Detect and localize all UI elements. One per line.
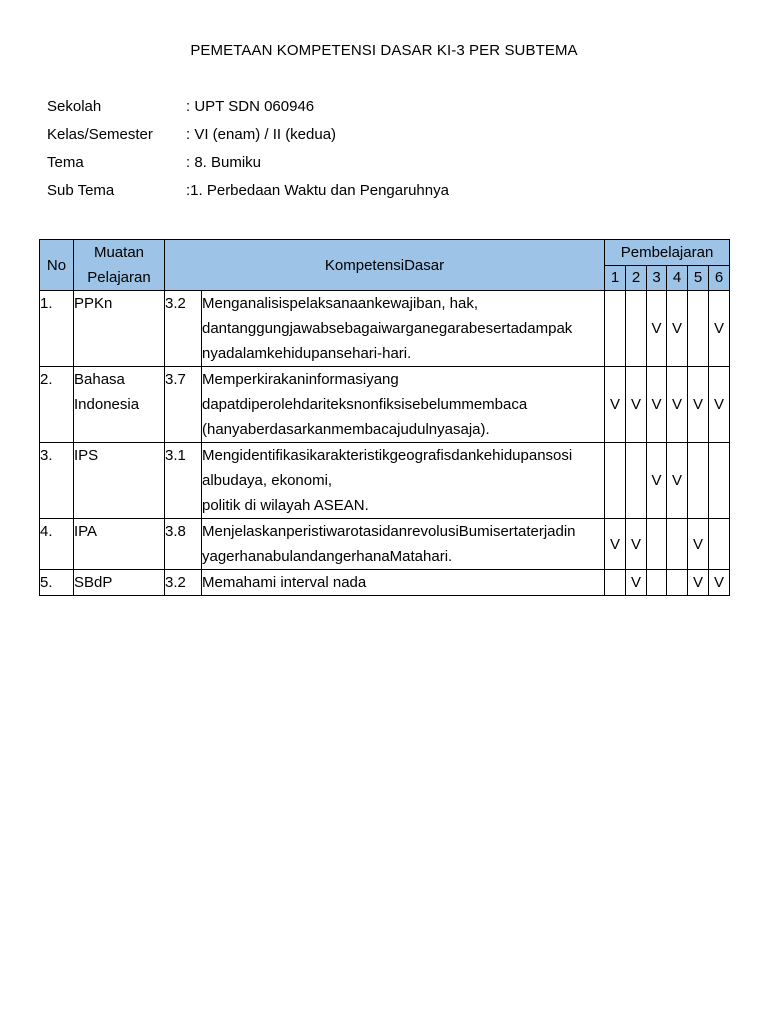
row-muatan: [74, 570, 165, 596]
check-cell: V: [688, 570, 709, 596]
check-cell: V: [688, 367, 709, 443]
check-cell: [667, 519, 688, 570]
info-row-kelas: [47, 126, 449, 154]
check-cell: [688, 291, 709, 367]
check-cell: V: [647, 367, 667, 443]
row-muatan-line: Bahasa: [74, 371, 125, 388]
row-no: 1.: [40, 291, 74, 367]
header-pembelajaran: Pembelajaran: [605, 240, 730, 266]
check-cell: V: [709, 367, 730, 443]
info-row-tema: [47, 154, 449, 182]
table-row: [40, 570, 730, 596]
check-cell: [605, 291, 626, 367]
check-cell: V: [605, 519, 626, 570]
row-description-line: dapatdiperolehdariteksnonfiksisebelummembaca: [202, 396, 528, 413]
check-cell: V: [709, 570, 730, 596]
row-description-line: Menganalisispelaksanaankewajiban, hak,: [202, 295, 479, 312]
info-label: Kelas/Semester: [47, 126, 153, 143]
check-cell: V: [626, 570, 647, 596]
info-value: : 8. Bumiku: [186, 154, 262, 171]
row-no: 2.: [40, 367, 74, 443]
info-label: Sub Tema: [47, 182, 115, 199]
row-muatan-line: IPA: [74, 523, 98, 540]
row-description-line: albudaya, ekonomi,: [202, 472, 333, 489]
row-description-line: MenjelaskanperistiwarotasidanrevolusiBumisertaterjadin: [202, 523, 576, 540]
row-muatan-line: PPKn: [74, 295, 113, 312]
row-code: 3.2: [165, 291, 202, 367]
info-label: Sekolah: [47, 98, 102, 115]
row-description-line: (hanyaberdasarkanmembacajudulnyasaja).: [202, 421, 490, 438]
row-muatan-line: SBdP: [74, 574, 113, 591]
row-code: 3.2: [165, 570, 202, 596]
row-description: [202, 367, 605, 443]
check-cell: V: [626, 367, 647, 443]
row-description-line: Mengidentifikasikarakteristikgeografisdankehidupansosi: [202, 447, 573, 464]
table-row: [40, 367, 730, 443]
row-muatan-line: Indonesia: [74, 396, 140, 413]
row-code: 3.7: [165, 367, 202, 443]
row-description-line: Memahami interval nada: [202, 574, 367, 591]
table-row: [40, 519, 730, 570]
check-cell: V: [667, 367, 688, 443]
row-code: 3.8: [165, 519, 202, 570]
check-cell: V: [667, 291, 688, 367]
check-cell: [667, 570, 688, 596]
header-num: 3: [647, 265, 667, 291]
header-muatan: [74, 240, 165, 291]
header-num: 5: [688, 265, 709, 291]
check-cell: V: [709, 291, 730, 367]
row-code: 3.1: [165, 443, 202, 519]
header-num: 2: [626, 265, 647, 291]
info-value: : VI (enam) / II (kedua): [186, 126, 337, 143]
check-cell: [647, 570, 667, 596]
row-description: [202, 291, 605, 367]
info-row-subtema: [47, 182, 449, 210]
row-muatan-line: IPS: [74, 447, 99, 464]
info-block: [47, 98, 449, 210]
row-description-line: politik di wilayah ASEAN.: [202, 497, 369, 514]
info-value: : UPT SDN 060946: [186, 98, 315, 115]
competency-table: [39, 239, 730, 596]
row-description-line: Memperkirakaninformasiyang: [202, 371, 399, 388]
check-cell: [605, 570, 626, 596]
row-no: 3.: [40, 443, 74, 519]
check-cell: V: [667, 443, 688, 519]
check-cell: [688, 443, 709, 519]
row-description: [202, 443, 605, 519]
check-cell: V: [605, 367, 626, 443]
table-row: [40, 443, 730, 519]
row-muatan: [74, 519, 165, 570]
check-cell: V: [647, 443, 667, 519]
row-description-line: yagerhanabulandangerhanaMatahari.: [202, 548, 453, 565]
check-cell: V: [647, 291, 667, 367]
row-no: 5.: [40, 570, 74, 596]
header-no: No: [40, 240, 74, 291]
header-kompetensi: KompetensiDasar: [165, 240, 605, 291]
header-num: 6: [709, 265, 730, 291]
row-muatan: [74, 367, 165, 443]
info-row-sekolah: [47, 98, 449, 126]
header-num: 1: [605, 265, 626, 291]
row-description-line: dantanggungjawabsebagaiwarganegarabesertadampak: [202, 320, 573, 337]
check-cell: [647, 519, 667, 570]
row-description-line: nyadalamkehidupansehari-hari.: [202, 345, 412, 362]
header-num: 4: [667, 265, 688, 291]
check-cell: V: [626, 519, 647, 570]
row-muatan: [74, 443, 165, 519]
header-muatan-line: Pelajaran: [87, 269, 151, 286]
check-cell: [709, 519, 730, 570]
check-cell: [709, 443, 730, 519]
info-value: :1. Perbedaan Waktu dan Pengaruhnya: [186, 182, 449, 199]
row-description: [202, 519, 605, 570]
check-cell: V: [688, 519, 709, 570]
row-description: [202, 570, 605, 596]
document-title: PEMETAAN KOMPETENSI DASAR KI-3 PER SUBTEMA: [190, 42, 578, 59]
header-muatan-line: Muatan: [93, 244, 145, 261]
table-row: [40, 291, 730, 367]
row-muatan: [74, 291, 165, 367]
info-label: Tema: [47, 154, 84, 171]
check-cell: [626, 291, 647, 367]
check-cell: [605, 443, 626, 519]
check-cell: [626, 443, 647, 519]
row-no: 4.: [40, 519, 74, 570]
